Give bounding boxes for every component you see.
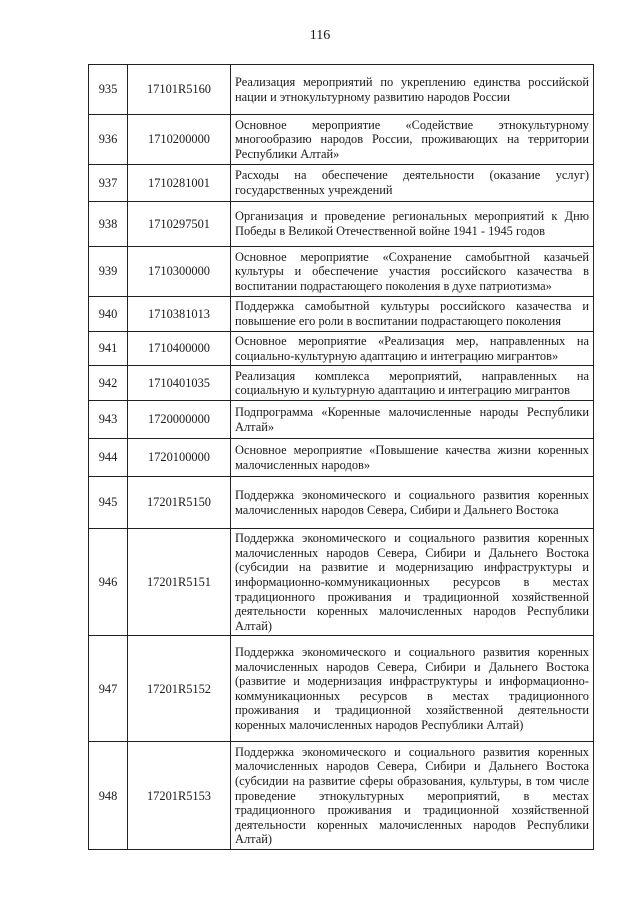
row-code: 1710200000 <box>128 115 231 165</box>
row-number: 941 <box>89 332 128 366</box>
row-description: Поддержка экономического и социального развития коренных малочисленных народов Севера, Сибири и Дальнего Востока (субсидии на развитие и модернизацию инфраструктуры и информационно-коммуникационных ресурсов в местах традиционного проживания и традиционной хозяйственной деятельности коренных малочисленных народов Республики Алтай) <box>231 529 594 636</box>
row-description: Реализация комплекса мероприятий, направленных на социальную и культурную адаптацию и интеграцию мигрантов <box>231 366 594 401</box>
row-number: 947 <box>89 636 128 742</box>
row-code: 17201R5153 <box>128 742 231 850</box>
row-number: 939 <box>89 247 128 297</box>
row-number: 940 <box>89 297 128 332</box>
table-row <box>89 297 594 332</box>
row-description: Подпрограмма «Коренные малочисленные народы Республики Алтай» <box>231 401 594 439</box>
row-description: Основное мероприятие «Реализация мер, направленных на социально-культурную адаптацию и интеграцию мигрантов» <box>231 332 594 366</box>
row-description: Основное мероприятие «Содействие этнокультурному многообразию народов России, проживающих на территории Республики Алтай» <box>231 115 594 165</box>
table-row <box>89 636 594 742</box>
row-description: Расходы на обеспечение деятельности (оказание услуг) государственных учреждений <box>231 165 594 202</box>
table-row <box>89 477 594 529</box>
row-code: 1710300000 <box>128 247 231 297</box>
table-row <box>89 742 594 850</box>
row-code: 1710400000 <box>128 332 231 366</box>
row-code: 1720100000 <box>128 439 231 477</box>
row-code: 17101R5160 <box>128 65 231 115</box>
row-number: 937 <box>89 165 128 202</box>
table-row <box>89 65 594 115</box>
row-description: Основное мероприятие «Повышение качества жизни коренных малочисленных народов» <box>231 439 594 477</box>
row-code: 17201R5152 <box>128 636 231 742</box>
row-code: 17201R5150 <box>128 477 231 529</box>
table-row <box>89 332 594 366</box>
table-row <box>89 439 594 477</box>
row-description: Поддержка самобытной культуры российского казачества и повышение его роли в воспитании подрастающего поколения <box>231 297 594 332</box>
row-number: 942 <box>89 366 128 401</box>
table-row <box>89 165 594 202</box>
table-row <box>89 366 594 401</box>
classification-table <box>88 64 594 850</box>
row-number: 944 <box>89 439 128 477</box>
row-code: 1720000000 <box>128 401 231 439</box>
row-description: Организация и проведение региональных мероприятий к Дню Победы в Великой Отечественной войне 1941 - 1945 годов <box>231 202 594 247</box>
row-number: 936 <box>89 115 128 165</box>
row-code: 1710401035 <box>128 366 231 401</box>
table-row <box>89 202 594 247</box>
row-description: Реализация мероприятий по укреплению единства российской нации и этнокультурному развитию народов России <box>231 65 594 115</box>
row-description: Поддержка экономического и социального развития коренных малочисленных народов Севера, Сибири и Дальнего Востока (субсидии на развитие сферы образования, культуры, в том числе проведение этнокультурных мероприятий, в местах традиционного проживания и традиционной хозяйственной деятельности коренных малочисленных народов Республики Алтай) <box>231 742 594 850</box>
row-code: 1710297501 <box>128 202 231 247</box>
row-number: 948 <box>89 742 128 850</box>
row-number: 938 <box>89 202 128 247</box>
page-number: 116 <box>309 28 331 43</box>
row-code: 1710281001 <box>128 165 231 202</box>
table-row <box>89 401 594 439</box>
row-number: 935 <box>89 65 128 115</box>
row-description: Основное мероприятие «Сохранение самобытной казачьей культуры и обеспечение участия российского казачества в воспитании подрастающего поколения в духе патриотизма» <box>231 247 594 297</box>
table-row <box>89 115 594 165</box>
row-description: Поддержка экономического и социального развития коренных малочисленных народов Севера, Сибири и Дальнего Востока <box>231 477 594 529</box>
row-number: 946 <box>89 529 128 636</box>
row-code: 1710381013 <box>128 297 231 332</box>
table-row <box>89 529 594 636</box>
row-code: 17201R5151 <box>128 529 231 636</box>
row-description: Поддержка экономического и социального развития коренных малочисленных народов Севера, Сибири и Дальнего Востока (развитие и модернизация инфраструктуры и информационно-коммуникационных ресурсов в местах традиционного проживания и традиционной хозяйственной деятельности коренных малочисленных народов Республики Алтай) <box>231 636 594 742</box>
row-number: 943 <box>89 401 128 439</box>
row-number: 945 <box>89 477 128 529</box>
table-row <box>89 247 594 297</box>
